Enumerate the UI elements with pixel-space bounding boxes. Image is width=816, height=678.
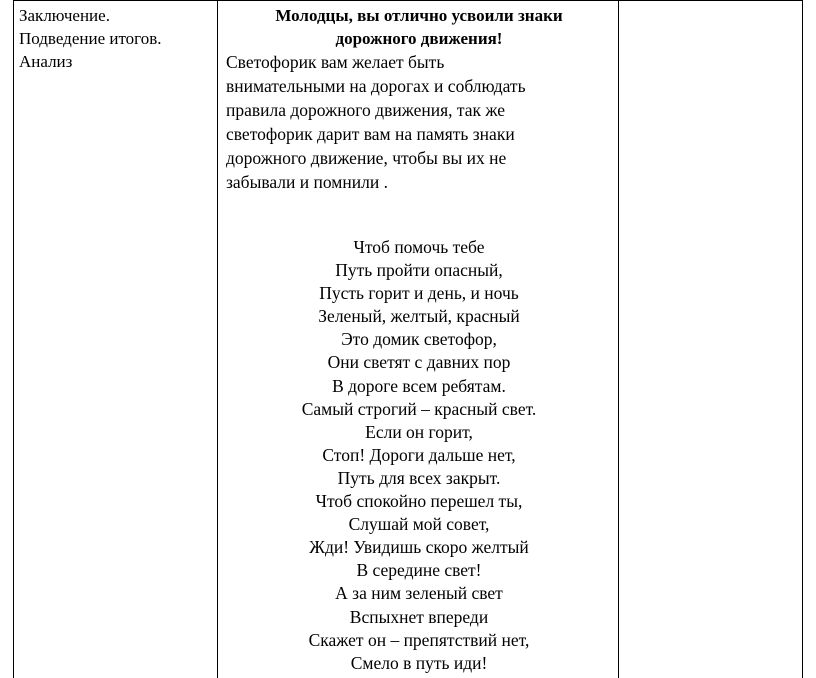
heading-line: Молодцы, вы отлично усвоили знаки [275,6,563,25]
content-cell [218,1,619,678]
intro-line: правила дорожного движения, так же [226,100,506,120]
lesson-plan-table [13,0,803,678]
poem-line: Путь пройти опасный, [335,260,503,281]
poem-line: Стоп! Дороги дальше нет, [322,444,516,465]
poem-line: Вспыхнет впереди [349,606,489,627]
poem-line: Чтоб спокойно перешел ты, [315,491,523,512]
poem-line: В середине свет! [356,560,482,581]
poem-line: Смело в путь иди! [350,652,488,673]
poem-line: Слушай мой совет, [348,514,490,535]
poem [223,236,615,675]
content-heading [223,4,615,50]
heading-line: дорожного движения! [335,29,503,48]
poem-line: Чтоб помочь тебе [353,237,485,257]
intro-line: дорожного движение, чтобы вы их не [226,148,507,168]
poem-line: Пусть горит и день, и ночь [319,283,519,304]
notes-cell [619,1,803,678]
intro-line: забывали и помнили . [226,172,388,192]
poem-line: А за ним зеленый свет [335,583,503,604]
intro-line: светофорик дарит вам на память знаки [226,124,515,144]
stage-label-line: Заключение. [19,6,110,25]
stage-label-line: Подведение итогов. [19,29,162,48]
intro-line: внимательными на дорогах и соблюдать [226,76,526,96]
intro-line: Светофорик вам желает быть [226,52,445,72]
poem-line: Они светят с давних пор [327,352,511,373]
poem-line: Скажет он – препятствий нет, [308,629,530,650]
poem-line: Жди! Увидишь скоро желтый [309,537,529,558]
poem-line: Зеленый, желтый, красный [318,306,520,327]
poem-line: Самый строгий – красный свет. [301,398,537,419]
poem-line: Путь для всех закрыт. [337,467,501,488]
poem-line: Это домик светофор, [341,329,497,350]
stage-label-line: Анализ [19,52,73,71]
poem-line: В дороге всем ребятам. [332,375,506,396]
intro-paragraph [226,50,526,194]
poem-line: Если он горит, [365,421,473,442]
stage-cell [14,1,218,678]
stage-label [19,4,162,73]
